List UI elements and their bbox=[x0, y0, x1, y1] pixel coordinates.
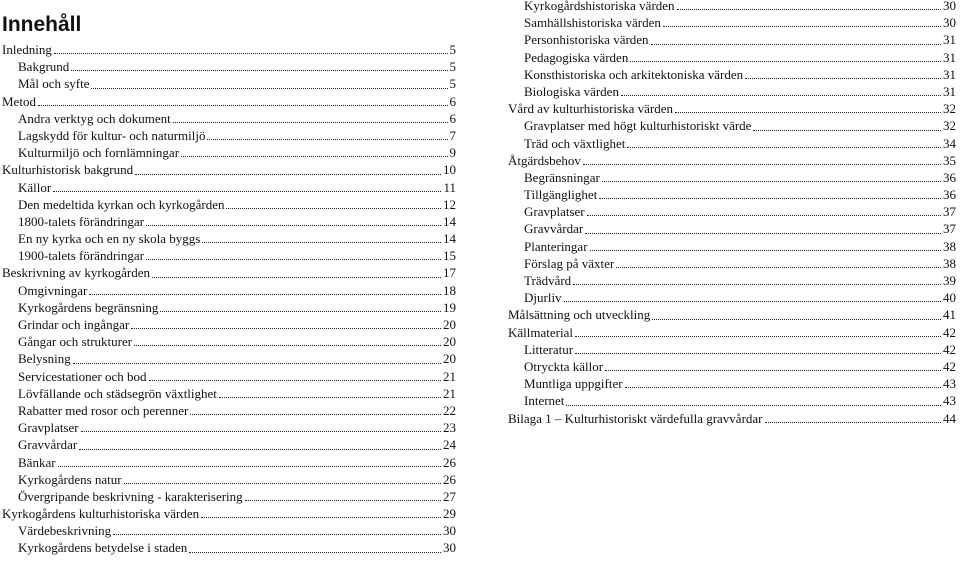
toc-entry[interactable] bbox=[2, 436, 456, 453]
toc-entry[interactable] bbox=[2, 316, 456, 333]
toc-entry-title: Beskrivning av kyrkogården bbox=[2, 265, 151, 281]
dot-leader bbox=[677, 8, 941, 10]
toc-entry-title: Pedagogiska värden bbox=[524, 49, 629, 65]
toc-entry-title: Lövfällande och städsegrön växtlighet bbox=[18, 385, 217, 401]
dot-leader bbox=[675, 111, 941, 113]
toc-page-number: 43 bbox=[943, 393, 956, 409]
toc-entry-title: Källor bbox=[18, 179, 52, 195]
toc-entry[interactable] bbox=[508, 0, 956, 14]
toc-entry[interactable] bbox=[2, 196, 456, 213]
toc-page-number: 26 bbox=[443, 471, 456, 487]
toc-entry[interactable] bbox=[2, 41, 456, 58]
toc-page-number: 26 bbox=[443, 454, 456, 470]
toc-entry-title: Konsthistoriska och arkitektoniska värden bbox=[524, 66, 744, 82]
dot-leader bbox=[89, 293, 441, 295]
toc-page-number: 42 bbox=[943, 358, 956, 374]
toc-entry[interactable] bbox=[2, 385, 456, 402]
toc-page-number: 31 bbox=[943, 66, 956, 82]
dot-leader bbox=[564, 300, 941, 302]
toc-entry-title: Litteratur bbox=[524, 341, 574, 357]
toc-entry-title: Internet bbox=[524, 393, 565, 409]
dot-leader bbox=[134, 344, 441, 346]
toc-entry-title: Gravplatser med högt kulturhistoriskt värde bbox=[524, 118, 752, 134]
toc-page-number: 42 bbox=[943, 324, 956, 340]
toc-entry-title: Grindar och ingångar bbox=[18, 317, 130, 332]
toc-entry-title: Gravplatser bbox=[18, 420, 79, 436]
dot-leader bbox=[189, 551, 441, 553]
toc-page-number: 17 bbox=[443, 265, 456, 281]
toc-entry[interactable] bbox=[2, 454, 456, 471]
dot-leader bbox=[81, 430, 441, 432]
toc-page-number: 43 bbox=[943, 376, 956, 392]
toc-entry[interactable] bbox=[508, 410, 956, 427]
dot-leader bbox=[160, 310, 441, 312]
dot-leader bbox=[575, 335, 941, 337]
dot-leader bbox=[135, 173, 441, 175]
toc-page-number: 7 bbox=[449, 127, 456, 143]
toc-page-number: 31 bbox=[943, 83, 956, 99]
toc-entry[interactable] bbox=[508, 186, 956, 203]
toc-entry[interactable] bbox=[508, 306, 956, 323]
toc-page-number: 39 bbox=[943, 273, 956, 288]
toc-entry[interactable] bbox=[508, 392, 956, 409]
dot-leader bbox=[91, 87, 447, 89]
toc-page-number: 20 bbox=[443, 334, 456, 350]
toc-entry-title: Kyrkogårdens kulturhistoriska värden bbox=[2, 506, 200, 522]
dot-leader bbox=[663, 25, 941, 27]
toc-entry[interactable] bbox=[508, 49, 956, 66]
toc-entry[interactable] bbox=[2, 368, 456, 385]
dot-leader bbox=[630, 60, 941, 62]
toc-entry[interactable] bbox=[508, 117, 956, 134]
toc-entry[interactable] bbox=[2, 161, 456, 178]
dot-leader bbox=[599, 197, 941, 199]
toc-entry[interactable] bbox=[508, 152, 956, 169]
toc-entry-title: Den medeltida kyrkan och kyrkogården bbox=[18, 196, 225, 212]
toc-entry-title: Rabatter med rosor och perenner bbox=[18, 402, 189, 418]
dot-leader bbox=[73, 362, 441, 364]
toc-page-number: 19 bbox=[443, 299, 456, 315]
toc-page-number: 31 bbox=[943, 49, 956, 65]
dot-leader bbox=[38, 104, 448, 106]
toc-page-number: 22 bbox=[443, 402, 456, 418]
toc-entry-title: Vård av kulturhistoriska värden bbox=[508, 101, 673, 117]
toc-entry[interactable] bbox=[2, 522, 456, 539]
dot-leader bbox=[202, 241, 441, 243]
toc-entry-title: Värdebeskrivning bbox=[18, 523, 112, 539]
toc-page-number: 30 bbox=[943, 0, 956, 13]
toc-page-number: 23 bbox=[443, 420, 456, 436]
toc-entry[interactable] bbox=[2, 333, 456, 350]
toc-entry[interactable] bbox=[508, 358, 956, 375]
toc-entry-title: Begränsningar bbox=[524, 169, 600, 185]
toc-page-number: 29 bbox=[443, 506, 456, 522]
toc-entry-title: En ny kyrka och en ny skola byggs bbox=[18, 231, 201, 247]
toc-entry-title: Bänkar bbox=[18, 454, 56, 470]
toc-entry-title: Belysning bbox=[18, 351, 71, 367]
toc-page-number: 14 bbox=[443, 231, 456, 247]
toc-page-number: 18 bbox=[443, 282, 456, 298]
toc-entry[interactable] bbox=[508, 100, 956, 117]
toc-entry-title: Kyrkogårdens begränsning bbox=[18, 299, 159, 315]
toc-page-number: 5 bbox=[449, 59, 456, 75]
toc-page-number: 37 bbox=[943, 221, 956, 237]
toc-page-number: 5 bbox=[449, 76, 456, 92]
dot-leader bbox=[124, 482, 441, 484]
toc-entry[interactable] bbox=[2, 402, 456, 419]
toc-entry-title: Planteringar bbox=[524, 238, 588, 254]
toc-column-right bbox=[508, 0, 956, 427]
dot-leader bbox=[621, 94, 941, 96]
dot-leader bbox=[573, 283, 941, 285]
toc-page-number: 38 bbox=[943, 255, 956, 271]
dot-leader bbox=[71, 69, 447, 71]
dot-leader bbox=[652, 318, 941, 320]
toc-page-number: 36 bbox=[943, 187, 956, 203]
toc-entry-title: Biologiska värden bbox=[524, 83, 619, 99]
dot-leader bbox=[566, 404, 941, 406]
toc-entry[interactable] bbox=[508, 238, 956, 255]
toc-entry-title: Tillgänglighet bbox=[524, 187, 598, 203]
toc-entry[interactable] bbox=[508, 220, 956, 237]
toc-entry[interactable] bbox=[2, 264, 456, 281]
toc-page-number: 31 bbox=[943, 32, 956, 48]
toc-entry[interactable] bbox=[2, 179, 456, 196]
toc-entry-title: Bilaga 1 – Kulturhistoriskt värdefulla gravvårdar bbox=[508, 410, 763, 426]
toc-entry[interactable] bbox=[508, 203, 956, 220]
toc-entry[interactable] bbox=[2, 488, 456, 505]
dot-leader bbox=[587, 214, 941, 216]
toc-entry-title: Förslag på växter bbox=[524, 255, 615, 271]
toc-entry[interactable] bbox=[508, 169, 956, 186]
toc-entry-title: Mål och syfte bbox=[18, 76, 90, 92]
dot-leader bbox=[616, 266, 941, 268]
toc-page-number: 20 bbox=[443, 351, 456, 367]
toc-entry[interactable] bbox=[508, 83, 956, 100]
toc-page-number: 21 bbox=[443, 368, 456, 384]
toc-entry[interactable] bbox=[508, 272, 956, 289]
toc-page-number: 35 bbox=[943, 152, 956, 168]
dot-leader bbox=[627, 146, 941, 148]
dot-leader bbox=[131, 327, 441, 329]
dot-leader bbox=[219, 396, 441, 398]
toc-entry-title: Otryckta källor bbox=[524, 358, 604, 374]
toc-entry[interactable] bbox=[508, 324, 956, 341]
toc-page-number: 24 bbox=[443, 437, 456, 453]
toc-entry[interactable] bbox=[2, 419, 456, 436]
toc-entry-title: Personhistoriska värden bbox=[524, 32, 649, 48]
toc-entry[interactable] bbox=[508, 31, 956, 48]
toc-page-number: 36 bbox=[943, 169, 956, 185]
dot-leader bbox=[173, 121, 448, 123]
toc-entry-title: Inledning bbox=[2, 42, 52, 57]
toc-entry[interactable] bbox=[2, 350, 456, 367]
toc-entry[interactable] bbox=[2, 230, 456, 247]
toc-page-number: 11 bbox=[443, 179, 456, 195]
toc-entry-title: Omgivningar bbox=[18, 282, 88, 298]
toc-entry-title: Trädvård bbox=[524, 273, 572, 288]
dot-leader bbox=[651, 43, 941, 45]
dot-leader bbox=[54, 52, 448, 54]
toc-entry[interactable] bbox=[2, 127, 456, 144]
toc-page-number: 15 bbox=[443, 248, 456, 264]
toc-entry-title: Kulturmiljö och fornlämningar bbox=[18, 145, 180, 161]
toc-entry[interactable] bbox=[508, 375, 956, 392]
dot-leader bbox=[79, 448, 441, 450]
dot-leader bbox=[58, 465, 441, 467]
toc-entry-title: Åtgärdsbehov bbox=[508, 152, 581, 168]
toc-page-number: 9 bbox=[449, 145, 456, 161]
toc-page-number: 10 bbox=[443, 162, 456, 178]
dot-leader bbox=[583, 163, 941, 165]
dot-leader bbox=[201, 516, 441, 518]
dot-leader bbox=[226, 207, 441, 209]
toc-entry-title: Lagskydd för kultur- och naturmiljö bbox=[18, 127, 206, 143]
dot-leader bbox=[245, 499, 441, 501]
dot-leader bbox=[207, 138, 447, 140]
dot-leader bbox=[53, 190, 441, 192]
toc-entry-title: Djurliv bbox=[524, 290, 562, 306]
toc-page-number: 38 bbox=[943, 238, 956, 254]
toc-entry-title: Övergripande beskrivning - karakterisering bbox=[18, 488, 243, 504]
toc-entry[interactable] bbox=[2, 299, 456, 316]
toc-page-number: 40 bbox=[943, 290, 956, 306]
toc-entry-title: 1800-talets förändringar bbox=[18, 213, 144, 229]
dot-leader bbox=[605, 369, 941, 371]
toc-entry[interactable] bbox=[2, 93, 456, 110]
toc-entry[interactable] bbox=[2, 144, 456, 161]
toc-page-number: 30 bbox=[943, 15, 956, 31]
toc-page-number: 42 bbox=[943, 341, 956, 357]
toc-entry[interactable] bbox=[508, 14, 956, 31]
dot-leader bbox=[753, 129, 941, 131]
toc-entry-title: Målsättning och utveckling bbox=[508, 307, 651, 323]
toc-entry[interactable] bbox=[2, 505, 456, 522]
toc-entry-title: Källmaterial bbox=[508, 324, 573, 340]
toc-entry-title: Samhällshistoriska värden bbox=[524, 15, 661, 31]
toc-entry-title: Muntliga uppgifter bbox=[524, 376, 623, 392]
toc-entry[interactable] bbox=[2, 75, 456, 92]
toc-entry[interactable] bbox=[2, 539, 456, 556]
toc-entry-title: Kyrkogårdens natur bbox=[18, 471, 122, 487]
toc-entry[interactable] bbox=[508, 341, 956, 358]
toc-page-number: 44 bbox=[943, 410, 956, 426]
toc-page-number: 30 bbox=[443, 540, 456, 556]
page-title: Innehåll bbox=[2, 13, 82, 36]
toc-page-number: 41 bbox=[943, 307, 956, 323]
toc-page-number: 6 bbox=[449, 93, 456, 109]
toc-page-number: 5 bbox=[449, 42, 456, 57]
toc-entry-title: Metod bbox=[2, 93, 36, 109]
toc-entry-title: Kyrkogårdshistoriska värden bbox=[524, 0, 675, 13]
dot-leader bbox=[146, 224, 441, 226]
toc-entry-title: Bakgrund bbox=[18, 59, 70, 75]
toc-entry-title: Gravvårdar bbox=[524, 221, 584, 237]
toc-entry-title: 1900-talets förändringar bbox=[18, 248, 144, 264]
toc-page-number: 34 bbox=[943, 135, 956, 151]
toc-entry-title: Träd och växtlighet bbox=[524, 135, 626, 151]
toc-page-number: 30 bbox=[443, 523, 456, 539]
dot-leader bbox=[765, 421, 941, 423]
toc-page-number: 21 bbox=[443, 385, 456, 401]
dot-leader bbox=[149, 379, 441, 381]
toc-entry[interactable] bbox=[508, 255, 956, 272]
toc-page-number: 6 bbox=[449, 110, 456, 126]
dot-leader bbox=[113, 533, 441, 535]
dot-leader bbox=[602, 180, 941, 182]
dot-leader bbox=[590, 249, 941, 251]
dot-leader bbox=[575, 352, 941, 354]
toc-page-number: 32 bbox=[943, 101, 956, 117]
dot-leader bbox=[152, 276, 441, 278]
dot-leader bbox=[745, 77, 941, 79]
toc-page-number: 27 bbox=[443, 488, 456, 504]
toc-page-number: 20 bbox=[443, 317, 456, 332]
dot-leader bbox=[585, 232, 941, 234]
toc-entry[interactable] bbox=[2, 58, 456, 75]
toc-entry-title: Andra verktyg och dokument bbox=[18, 110, 171, 126]
toc-entry[interactable] bbox=[508, 66, 956, 83]
toc-entry-title: Gravvårdar bbox=[18, 437, 78, 453]
toc-entry-title: Kulturhistorisk bakgrund bbox=[2, 162, 134, 178]
dot-leader bbox=[625, 386, 941, 388]
toc-entry-title: Gravplatser bbox=[524, 204, 585, 220]
toc-entry-title: Gångar och strukturer bbox=[18, 334, 133, 350]
toc-entry[interactable] bbox=[2, 471, 456, 488]
toc-page-number: 14 bbox=[443, 213, 456, 229]
toc-page-number: 37 bbox=[943, 204, 956, 220]
dot-leader bbox=[190, 413, 441, 415]
toc-entry[interactable] bbox=[2, 213, 456, 230]
toc-column-left bbox=[2, 41, 456, 557]
toc-page-number: 32 bbox=[943, 118, 956, 134]
toc-entry[interactable] bbox=[2, 282, 456, 299]
toc-entry[interactable] bbox=[508, 135, 956, 152]
toc-entry-title: Kyrkogårdens betydelse i staden bbox=[18, 540, 188, 556]
dot-leader bbox=[146, 258, 441, 260]
dot-leader bbox=[181, 155, 447, 157]
toc-entry[interactable] bbox=[2, 110, 456, 127]
toc-page-number: 12 bbox=[443, 196, 456, 212]
toc-entry[interactable] bbox=[2, 247, 456, 264]
toc-entry[interactable] bbox=[508, 289, 956, 306]
toc-entry-title: Servicestationer och bod bbox=[18, 368, 147, 384]
